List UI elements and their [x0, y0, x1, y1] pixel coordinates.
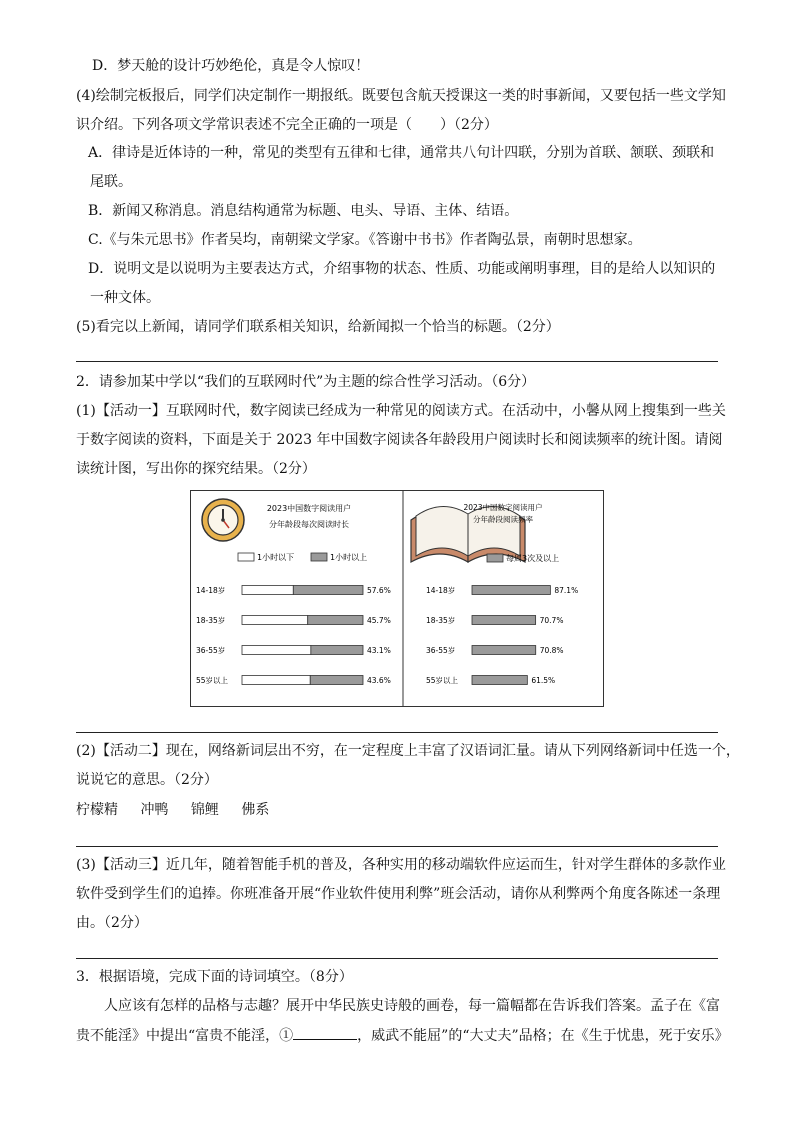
right-category-label: 14-18岁 [426, 586, 456, 595]
bar-above-1h [311, 646, 363, 655]
left-data-label: 43.1% [367, 646, 391, 655]
q2-sub1-line2: 于数字阅读的资料，下面是关于 2023 年中国数字阅读各年龄段用户阅读时长和阅读频率的统计图。请阅 [76, 432, 723, 448]
bar-weekly-frequency [472, 646, 536, 655]
new-word: 冲鸭 [140, 802, 169, 818]
legend-label-below-1h: 1小时以下 [257, 553, 295, 562]
answer-line [76, 958, 718, 959]
answer-line [76, 361, 718, 362]
bar-above-1h [293, 586, 363, 595]
legend-swatch-weekly [487, 554, 503, 562]
q2-sub2-line1: (2)【活动二】现在，网络新词层出不穷，在一定程度上丰富了汉语词汇量。请从下列网络新词中任选一个， [76, 743, 740, 759]
bar-weekly-frequency [472, 616, 536, 625]
answer-line [76, 732, 718, 733]
right-category-label: 55岁以上 [426, 676, 459, 685]
left-category-label: 18-35岁 [196, 616, 226, 625]
left-category-label: 14-18岁 [196, 586, 226, 595]
new-word: 柠檬精 [76, 802, 118, 818]
left-data-label: 43.6% [367, 676, 391, 685]
right-data-label: 70.8% [539, 646, 564, 655]
new-word: 佛系 [241, 802, 270, 818]
right-data-label: 70.7% [539, 616, 564, 625]
right-chart-title-line2: 分年龄段阅读频率 [473, 515, 533, 524]
legend-swatch-above-1h [311, 553, 327, 561]
q1-option-c: C.《与朱元思书》作者吴均，南朝梁文学家。《答谢中书书》作者陶弘景，南朝时思想家。 [88, 232, 642, 248]
q1-sub5: (5)看完以上新闻，请同学们联系相关知识，给新闻拟一个恰当的标题。（2分） [76, 319, 560, 335]
q1-option-d-line2: 一种文体。 [90, 290, 160, 306]
q1-option-d-prev: D．梦天舱的设计巧妙绝伦，真是令人惊叹！ [92, 58, 370, 74]
bar-weekly-frequency [472, 586, 550, 595]
legend-swatch-below-1h [238, 553, 254, 561]
q2-sub1-line3: 读统计图，写出你的探究结果。（2分） [76, 461, 316, 477]
q1-sub4-line2: 识介绍。下列各项文学常识表述不完全正确的一项是（ ）（2分） [76, 117, 498, 133]
q2-sub3-line2: 软件受到学生们的追捧。你班准备开展“作业软件使用利弊”班会活动，请你从利弊两个角度各陈述一条理 [76, 886, 721, 902]
bar-above-1h [310, 676, 363, 685]
left-category-label: 55岁以上 [196, 676, 229, 685]
left-chart-title-line1: 2023中国数字阅读用户 [266, 504, 352, 513]
bar-below-1h [242, 676, 310, 685]
left-data-label: 57.6% [367, 586, 391, 595]
q2-sub3-line3: 由。（2分） [76, 915, 148, 931]
answer-line [76, 846, 718, 847]
new-word: 锦鲤 [190, 802, 219, 818]
q1-sub4-line1: (4)绘制完板报后，同学们决定制作一期报纸。既要包含航天授课这一类的时事新闻，又要包括一些文学知 [76, 88, 726, 104]
right-chart-title-line1: 2023中国数字阅读用户 [463, 503, 543, 512]
q2-sub2-line2: 说说它的意思。（2分） [76, 772, 218, 788]
bar-below-1h [242, 586, 293, 595]
left-chart-title-line2: 分年龄段每次阅读时长 [269, 520, 349, 529]
q3-passage-line1: 人应该有怎样的品格与志趣？展开中华民族史诗般的画卷，每一篇幅都在告诉我们答案。孟子在《富 [104, 998, 720, 1014]
left-data-label: 45.7% [367, 616, 391, 625]
q1-option-d-line1: D．说明文是以说明为主要表达方式，介绍事物的状态、性质、功能或阐明事理，目的是给人以知识的 [88, 261, 716, 277]
q3-title: 3．根据语境，完成下面的诗词填空。（8分） [76, 969, 353, 985]
bar-below-1h [242, 646, 311, 655]
left-category-label: 36-55岁 [196, 646, 226, 655]
clock-icon [202, 499, 244, 541]
q2-sub3-line1: (3)【活动三】近几年，随着智能手机的普及，各种实用的移动端软件应运而生，针对学生群体的多款作业 [76, 857, 726, 873]
fill-blank-1[interactable] [293, 1025, 357, 1040]
q1-option-a-line2: 尾联。 [90, 174, 132, 190]
right-category-label: 36-55岁 [426, 646, 456, 655]
q3-passage-part1: 贵不能淫》中提出“富贵不能淫，① [76, 1028, 294, 1044]
q3-passage-line2 [76, 1025, 729, 1046]
right-category-label: 18-35岁 [426, 616, 456, 625]
figure-frame [191, 491, 604, 707]
legend-label-weekly: 每周3次及以上 [506, 554, 560, 563]
bar-below-1h [242, 616, 308, 625]
q3-passage-part2: ，威武不能屈”的“大丈夫”品格；在《生于忧患，死于安乐》 [357, 1028, 729, 1044]
q1-option-a-line1: A．律诗是近体诗的一种，常见的类型有五律和七律，通常共八句计四联，分别为首联、颔联、颈联和 [88, 145, 715, 161]
q2-title: 2．请参加某中学以“我们的互联网时代”为主题的综合性学习活动。（6分） [76, 374, 536, 390]
reading-statistics-figure [190, 490, 604, 707]
right-data-label: 87.1% [554, 586, 579, 595]
legend-label-above-1h: 1小时以上 [330, 553, 368, 562]
new-words-list [76, 800, 287, 820]
bar-weekly-frequency [472, 676, 527, 685]
q1-option-b: B．新闻又称消息。消息结构通常为标题、电头、导语、主体、结语。 [88, 203, 519, 219]
right-data-label: 61.5% [531, 676, 556, 685]
q2-sub1-line1: (1)【活动一】互联网时代，数字阅读已经成为一种常见的阅读方式。在活动中，小馨从网上搜集到一些关 [76, 403, 726, 419]
bar-above-1h [308, 616, 363, 625]
